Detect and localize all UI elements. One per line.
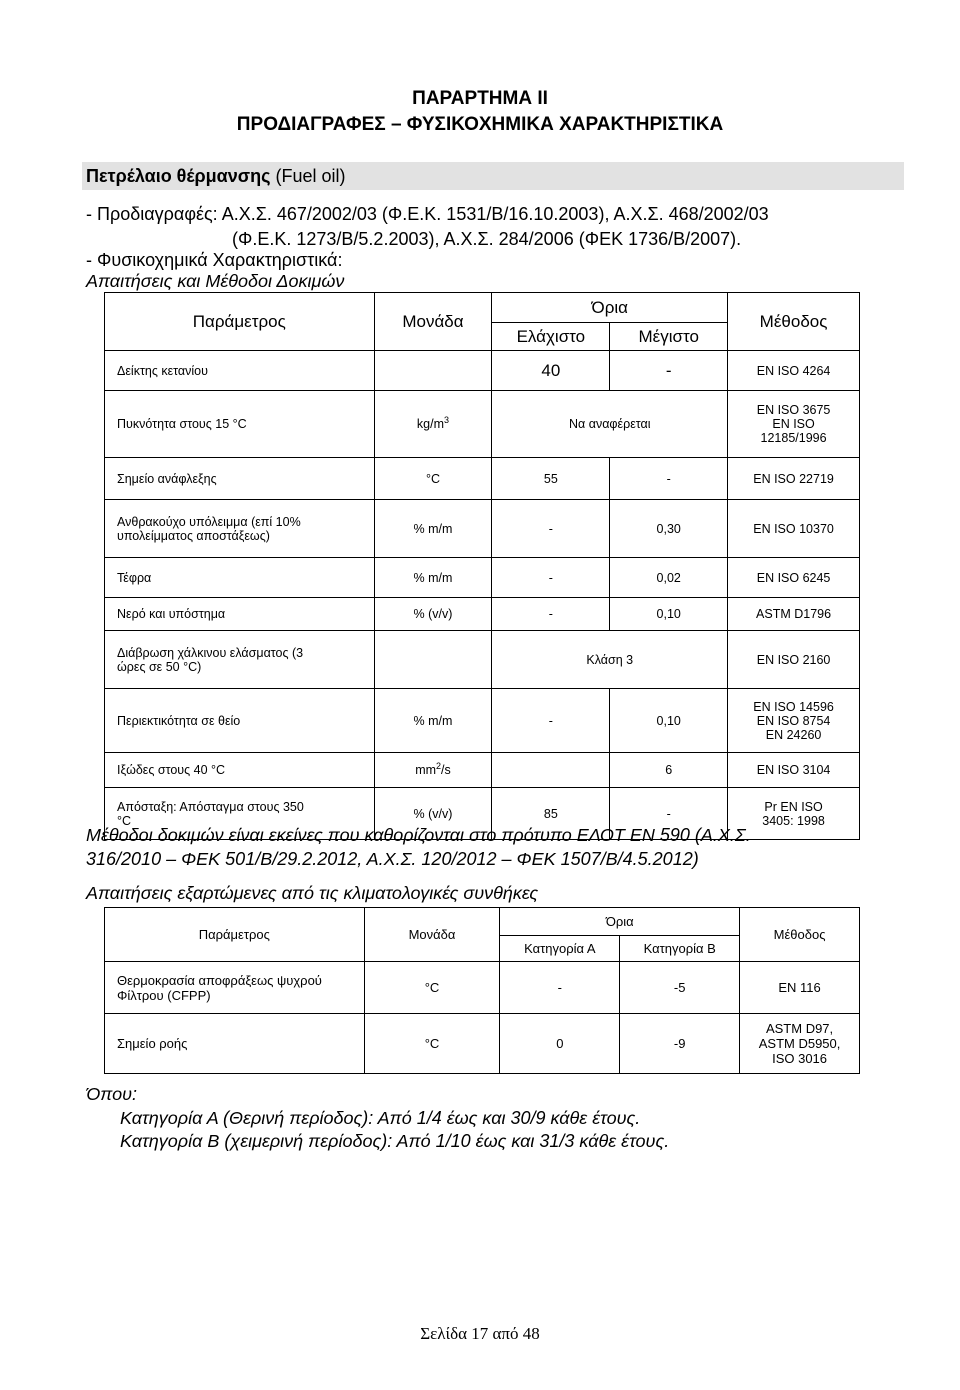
cell-method: EN 116 — [740, 962, 860, 1014]
parameter-line: υπολείμματος αποστάξεως) — [117, 528, 270, 543]
page-number: Σελίδα 17 από 48 — [420, 1324, 540, 1343]
th-cat-a: Κατηγορία Α — [500, 936, 620, 962]
table-row — [105, 1014, 860, 1074]
th-limits: Όρια — [500, 908, 740, 936]
unit-tail: /s — [441, 763, 451, 777]
cell-min: - — [492, 500, 610, 558]
th-method: Μέθοδος — [728, 293, 860, 351]
req-line: Απαιτήσεις και Μέθοδοι Δοκιμών — [86, 271, 345, 291]
cell-span: Κλάση 3 — [492, 631, 728, 689]
table-row — [105, 391, 860, 458]
method-line: EN ISO 14596 — [753, 699, 834, 714]
unit-sup: 3 — [444, 414, 450, 425]
cell-min: - — [492, 598, 610, 631]
th-cat-b: Κατηγορία Β — [620, 936, 740, 962]
cell-method: EN ISO 10370 — [728, 500, 860, 558]
th-parameter: Παράμετρος — [105, 293, 375, 351]
method-line: EN ISO — [772, 417, 815, 431]
requirements-table — [104, 292, 860, 840]
cell-method — [728, 689, 860, 753]
cell-parameter: Τέφρα — [105, 558, 375, 598]
cell-cat-a: - — [500, 962, 620, 1014]
unit-sup: 2 — [436, 760, 442, 771]
cell-cat-b: -9 — [620, 1014, 740, 1074]
cell-method: EN ISO 22719 — [728, 458, 860, 500]
spec-line-2: (Φ.Ε.Κ. 1273/Β/5.2.2003), Α.Χ.Σ. 284/2006 (ΦΕΚ 1736/Β/2007). — [232, 229, 742, 249]
parameter-line: Διάβρωση χάλκινου ελάσματος (3 — [117, 645, 304, 660]
section-title-sub: (Fuel oil) — [275, 166, 346, 186]
cell-parameter: Ιξώδες στους 40 °C — [105, 753, 375, 788]
cell-unit — [374, 351, 492, 391]
table-row — [105, 753, 860, 788]
th-min: Ελάχιστο — [492, 323, 610, 351]
methods-note-line-1: Μέθοδοι δοκιμών είναι εκείνες που καθορίζονται στο πρότυπο ΕΛΟΤ ΕΝ 590 (Α.Χ.Σ. — [86, 825, 751, 845]
cell-min: - — [492, 689, 610, 753]
cell-method: ASTM D1796 — [728, 598, 860, 631]
cell-cat-b: -5 — [620, 962, 740, 1014]
cell-max: - — [610, 788, 728, 840]
cell-method — [740, 1014, 860, 1074]
table-row — [105, 631, 860, 689]
th-unit: Μονάδα — [364, 908, 500, 962]
cell-unit: % (v/v) — [374, 788, 492, 840]
cell-unit: °C — [374, 458, 492, 500]
unit-base: kg/m — [416, 417, 445, 431]
cell-parameter — [105, 962, 365, 1014]
cell-unit: °C — [364, 1014, 500, 1074]
cell-unit: % m/m — [374, 689, 492, 753]
climate-heading: Απαιτήσεις εξαρτώμενες από τις κλιματολογικές συνθήκες — [86, 883, 539, 903]
cell-unit — [374, 391, 492, 458]
cell-method: EN ISO 2160 — [728, 631, 860, 689]
table-row — [105, 458, 860, 500]
annex-title: ΠΑΡΑΡΤΗΜΑ ΙΙ — [412, 88, 548, 109]
th-method: Μέθοδος — [740, 908, 860, 962]
where-cat-b: Κατηγορία Β (χειμερινή περίοδος): Από 1/10 έως και 31/3 κάθε έτους. — [120, 1131, 670, 1151]
cell-max: - — [610, 351, 728, 391]
cell-method — [728, 391, 860, 458]
cell-max: 6 — [610, 753, 728, 788]
annex-subtitle: ΠΡΟΔΙΑΓΡΑΦΕΣ – ΦΥΣΙΚΟΧΗΜΙΚΑ ΧΑΡΑΚΤΗΡΙΣΤΙΚΑ — [236, 114, 724, 135]
parameter-line: ώρες σε 50 °C) — [117, 659, 202, 674]
section-title-main: Πετρέλαιο θέρμανσης — [86, 166, 271, 186]
th-parameter: Παράμετρος — [105, 908, 365, 962]
unit-base: mm — [415, 763, 437, 777]
climate-table — [104, 907, 860, 1074]
method-line: ASTM D97, — [765, 1021, 834, 1036]
method-line: EN 24260 — [765, 727, 822, 742]
parameter-line: Ανθρακούχο υπόλειμμα (επί 10% — [117, 514, 301, 529]
cell-parameter: Πυκνότητα στους 15 °C — [105, 391, 375, 458]
cell-max: 0,30 — [610, 500, 728, 558]
cell-unit: % m/m — [374, 558, 492, 598]
cell-min: 40 — [492, 351, 610, 391]
parameter-line: °C — [117, 813, 132, 828]
cell-parameter: Σημείο ροής — [105, 1014, 365, 1074]
cell-span: Να αναφέρεται — [492, 391, 728, 458]
cell-method: EN ISO 3104 — [728, 753, 860, 788]
table-row — [105, 962, 860, 1014]
method-line: EN ISO 3675 — [756, 403, 831, 417]
cell-min — [492, 753, 610, 788]
th-unit: Μονάδα — [374, 293, 492, 351]
cell-unit — [374, 753, 492, 788]
table-row — [105, 500, 860, 558]
method-line: EN ISO 8754 — [756, 713, 831, 728]
where-label: Όπου: — [86, 1084, 138, 1104]
method-line: 12185/1996 — [760, 431, 827, 445]
table-row — [105, 351, 860, 391]
cell-unit: % (v/v) — [374, 598, 492, 631]
th-max: Μέγιστο — [610, 323, 728, 351]
parameter-line: Απόσταξη: Απόσταγμα στους 350 — [117, 799, 304, 814]
cell-parameter: Περιεκτικότητα σε θείο — [105, 689, 375, 753]
cell-max: 0,10 — [610, 598, 728, 631]
parameter-line: Φίλτρου (CFPP) — [117, 987, 211, 1003]
cell-parameter — [105, 500, 375, 558]
methods-note-line-2: 316/2010 – ΦΕΚ 501/Β/29.2.2012, Α.Χ.Σ. 120/2012 – ΦΕΚ 1507/Β/4.5.2012) — [86, 849, 699, 869]
cell-parameter: Νερό και υπόστημα — [105, 598, 375, 631]
table-row — [105, 558, 860, 598]
method-line: Pr EN ISO — [764, 799, 823, 814]
cell-max: 0,10 — [610, 689, 728, 753]
section-title — [86, 166, 345, 187]
cell-min: - — [492, 558, 610, 598]
spec-line-1: - Προδιαγραφές: Α.Χ.Σ. 467/2002/03 (Φ.Ε.Κ. 1531/Β/16.10.2003), Α.Χ.Σ. 468/2002/03 — [86, 204, 769, 224]
phys-line: - Φυσικοχημικά Χαρακτηριστικά: — [86, 250, 343, 270]
cell-unit: °C — [364, 962, 500, 1014]
table-row — [105, 598, 860, 631]
cell-cat-a: 0 — [500, 1014, 620, 1074]
th-limits: Όρια — [492, 293, 728, 323]
cell-parameter — [105, 631, 375, 689]
cell-min: 55 — [492, 458, 610, 500]
parameter-line: Θερμοκρασία αποφράξεως ψυχρού — [117, 972, 322, 988]
cell-method: EN ISO 4264 — [728, 351, 860, 391]
cell-parameter: Δείκτης κετανίου — [105, 351, 375, 391]
cell-method: EN ISO 6245 — [728, 558, 860, 598]
cell-min: 85 — [492, 788, 610, 840]
cell-max: - — [610, 458, 728, 500]
cell-max: 0,02 — [610, 558, 728, 598]
method-line: ISO 3016 — [772, 1051, 828, 1066]
method-line: ASTM D5950, — [758, 1036, 841, 1051]
method-line: 3405: 1998 — [762, 813, 825, 828]
table-row — [105, 689, 860, 753]
cell-parameter: Σημείο ανάφλεξης — [105, 458, 375, 500]
where-cat-a: Κατηγορία Α (Θερινή περίοδος): Από 1/4 έως και 30/9 κάθε έτους. — [120, 1108, 641, 1128]
cell-unit: % m/m — [374, 500, 492, 558]
cell-unit — [374, 631, 492, 689]
